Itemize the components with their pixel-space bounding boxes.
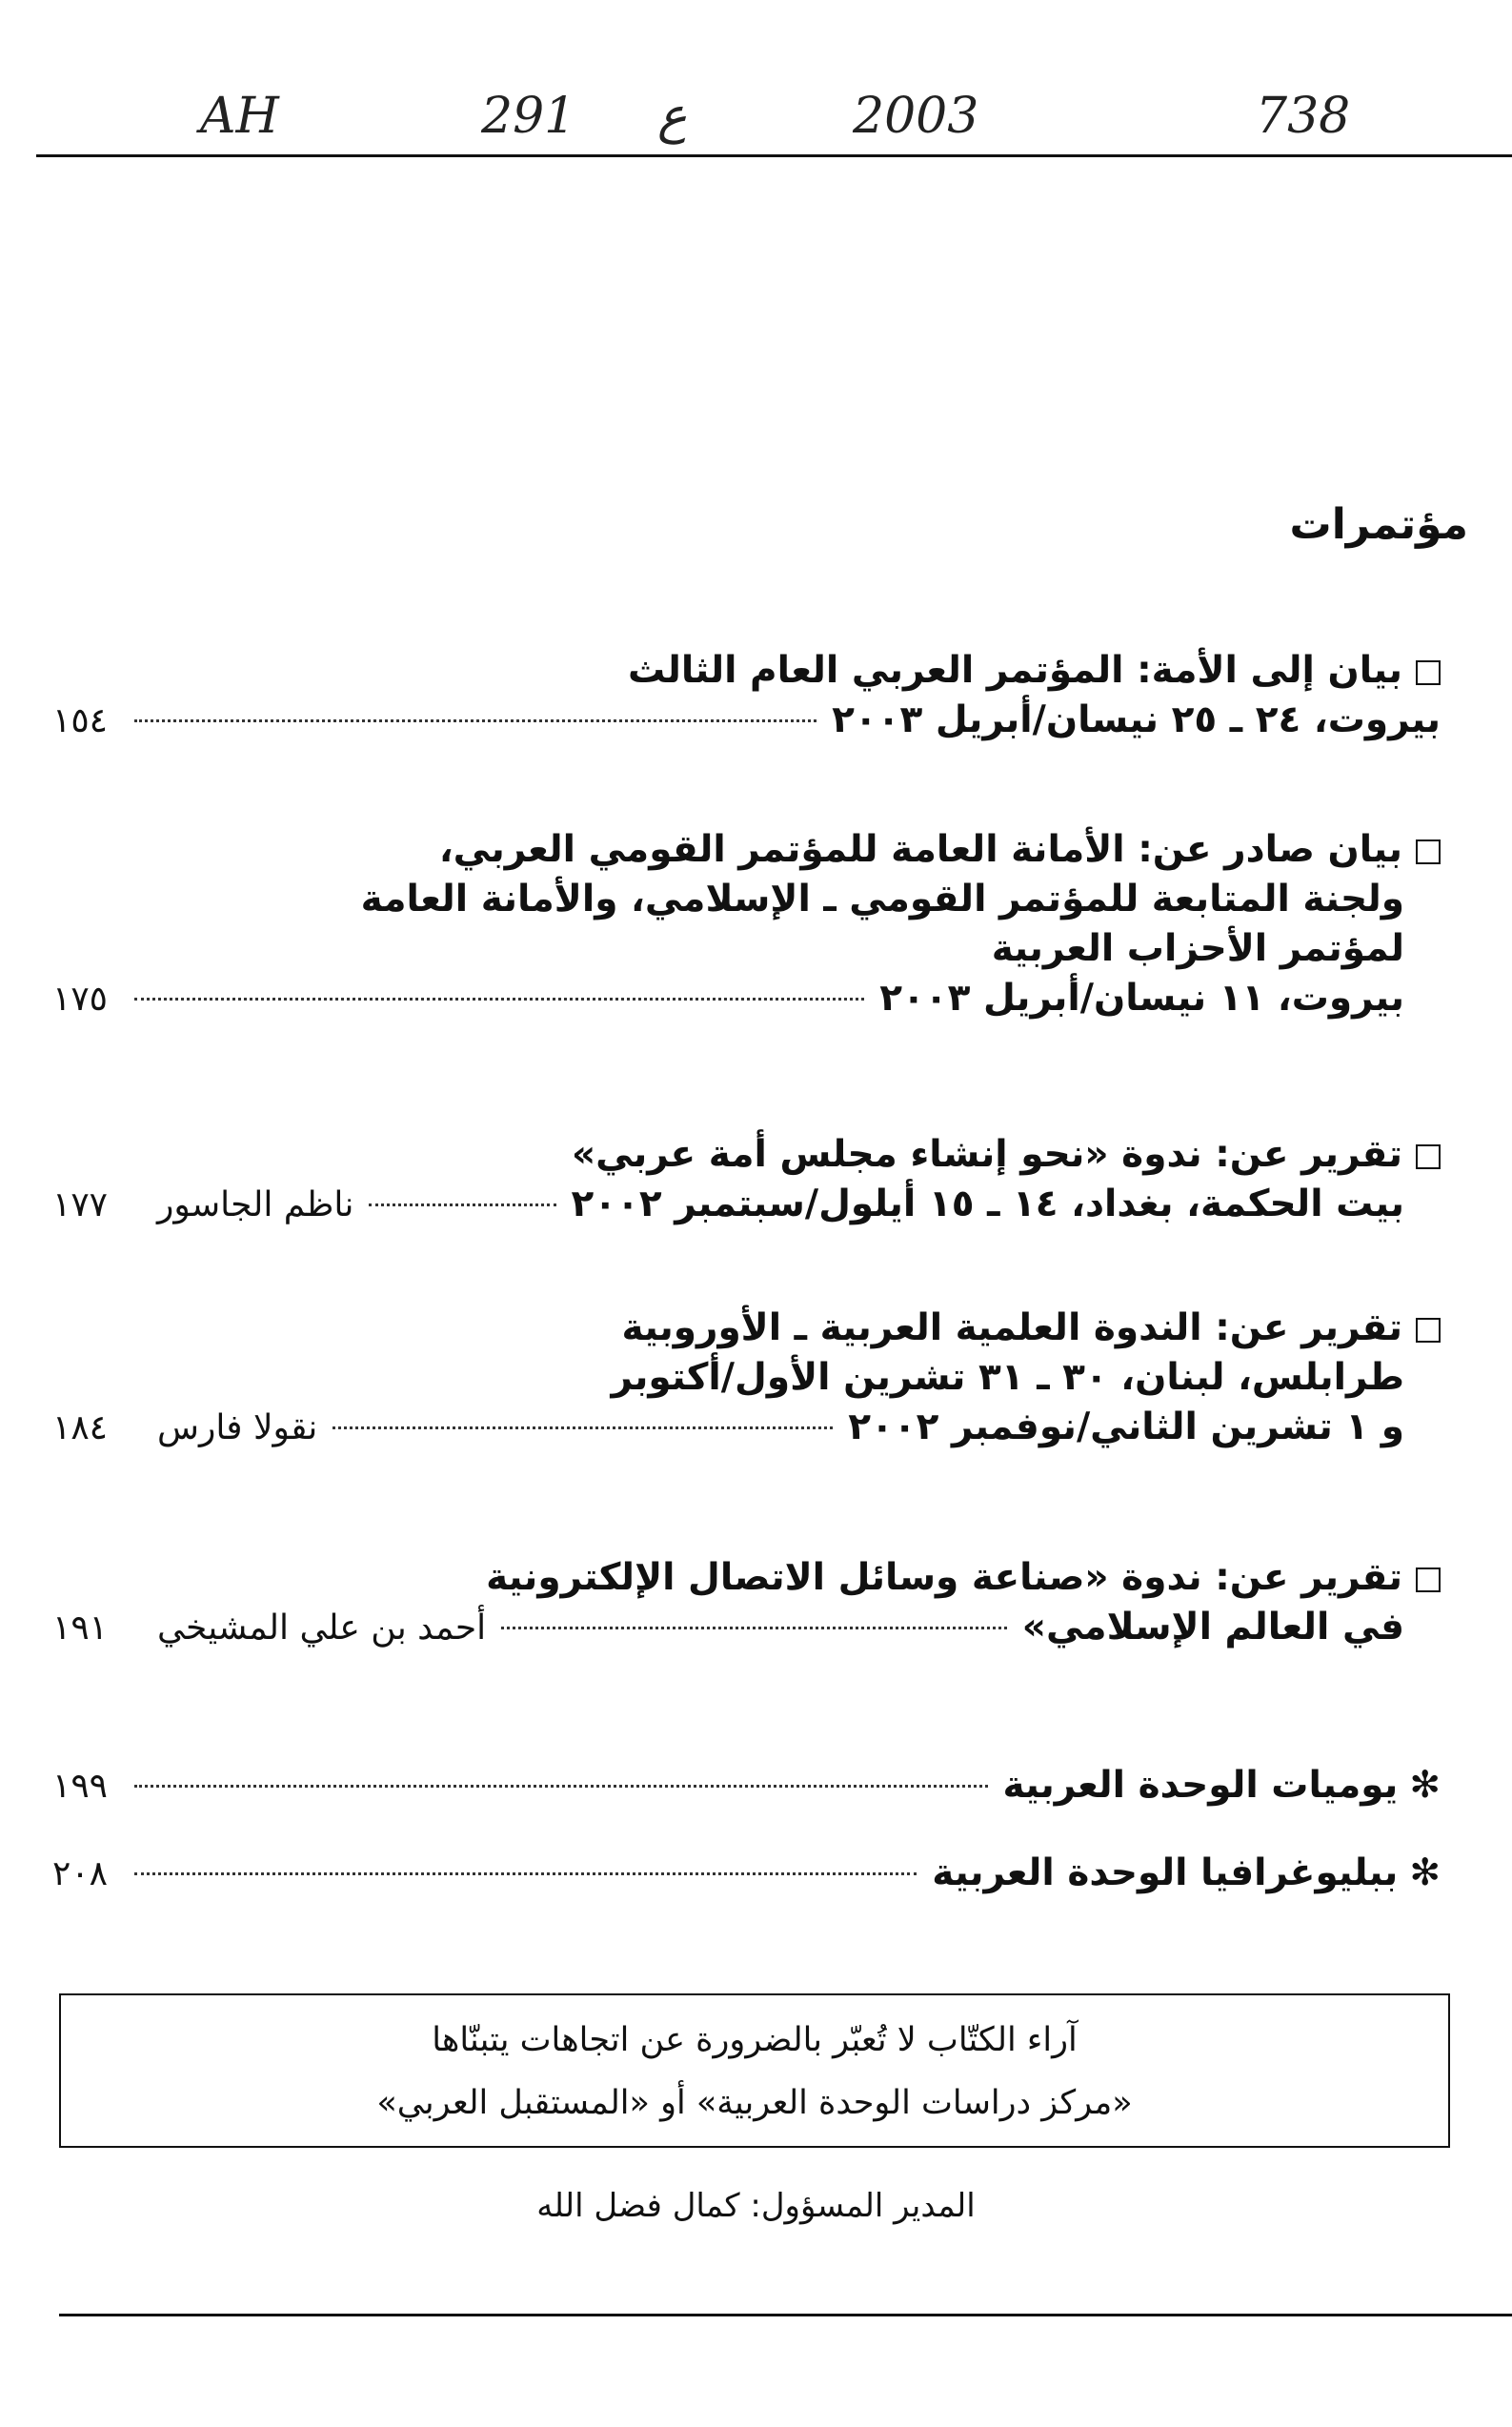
entry-detail: و ١ تشرين الثاني/نوفمبر ٢٠٠٢ bbox=[848, 1406, 1404, 1448]
entry-line: تقرير عن: ندوة «صناعة وسائل الاتصال الإلكترونية bbox=[52, 1553, 1441, 1603]
leader-dots bbox=[134, 1785, 988, 1788]
checkbox-icon bbox=[1416, 1144, 1441, 1169]
section-title: مؤتمرات bbox=[1289, 500, 1468, 549]
entry-line: ولجنة المتابعة للمؤتمر القومي ـ الإسلامي، والأمانة العامة bbox=[360, 878, 1404, 920]
disclaimer-box bbox=[59, 1993, 1450, 2148]
entry-line: تقرير عن: ندوة «نحو إنشاء مجلس أمة عربي» bbox=[52, 1130, 1441, 1180]
entry-line: بيان إلى الأمة: المؤتمر العربي العام الثالث bbox=[52, 646, 1441, 696]
page-number: ١٧٥ bbox=[52, 980, 109, 1019]
checkbox-icon bbox=[1416, 839, 1441, 864]
starred-entry bbox=[52, 1849, 1441, 1898]
entry-line: طرابلس، لبنان، ٣٠ ـ ٣١ تشرين الأول/أكتوبر bbox=[611, 1356, 1404, 1399]
entry-line: بيان صادر عن: الأمانة العامة للمؤتمر القومي العربي، bbox=[52, 825, 1441, 875]
leader-dots bbox=[134, 719, 816, 722]
toc-entry bbox=[52, 1304, 1441, 1452]
entry-last-line bbox=[52, 1403, 1404, 1452]
director-credit: المدير المسؤول: كمال فضل الله bbox=[536, 2187, 976, 2225]
page-number: ١٧٧ bbox=[52, 1185, 109, 1224]
entry-last-line bbox=[52, 974, 1404, 1023]
asterisk-icon: ✻ bbox=[1409, 1764, 1441, 1807]
handwritten-note-3: ع bbox=[657, 88, 688, 145]
author-name: نقولا فارس bbox=[157, 1408, 318, 1447]
entry-line: لمؤتمر الأحزاب العربية bbox=[991, 927, 1404, 970]
entry-detail: في العالم الإسلامي» bbox=[1021, 1606, 1404, 1648]
handwritten-note-5: 738 bbox=[1256, 88, 1351, 145]
disclaimer-line-2: «مركز دراسات الوحدة العربية» أو «المستقبل العربي» bbox=[376, 2084, 1133, 2122]
entry-detail: بيت الحكمة، بغداد، ١٤ ـ ١٥ أيلول/سبتمبر ٢٠٠٢ bbox=[571, 1183, 1404, 1225]
starred-entry bbox=[52, 1761, 1441, 1810]
entry-detail: بيروت، ١١ نيسان/أبريل ٢٠٠٣ bbox=[879, 977, 1404, 1020]
page-number: ١٨٤ bbox=[52, 1408, 109, 1447]
entry-title: ببليوغرافيا الوحدة العربية bbox=[932, 1851, 1399, 1894]
bottom-rule bbox=[59, 2314, 1512, 2316]
leader-dots bbox=[369, 1203, 555, 1206]
asterisk-icon: ✻ bbox=[1409, 1851, 1441, 1894]
author-name: ناظم الجاسور bbox=[157, 1185, 354, 1224]
toc-entry bbox=[52, 1130, 1441, 1229]
toc-entry bbox=[52, 825, 1441, 1023]
page-number: ١٩١ bbox=[52, 1608, 109, 1648]
page-number: ١٩٩ bbox=[52, 1767, 109, 1806]
checkbox-icon bbox=[1416, 1318, 1441, 1343]
entry-last-line bbox=[52, 1180, 1404, 1229]
author-name: أحمد بن علي المشيخي bbox=[157, 1608, 487, 1648]
entry-last-line bbox=[52, 1603, 1404, 1652]
leader-dots bbox=[501, 1627, 1007, 1629]
entry-last-line bbox=[52, 1761, 1441, 1810]
entry-line: تقرير عن: الندوة العلمية العربية ـ الأوروبية bbox=[52, 1304, 1441, 1353]
disclaimer-line-1: آراء الكتّاب لا تُعبّر بالضرورة عن اتجاهات يتبنّاها bbox=[432, 2021, 1078, 2059]
handwritten-note-2: 291 bbox=[481, 88, 576, 145]
leader-dots bbox=[333, 1426, 833, 1429]
entry-title: يوميات الوحدة العربية bbox=[1002, 1764, 1399, 1807]
toc-entry bbox=[52, 646, 1441, 745]
checkbox-icon bbox=[1416, 1567, 1441, 1592]
handwritten-note-4: 2003 bbox=[853, 88, 979, 145]
leader-dots bbox=[134, 1872, 917, 1875]
entry-detail: بيروت، ٢٤ ـ ٢٥ نيسان/أبريل ٢٠٠٣ bbox=[832, 698, 1441, 741]
page-number: ٢٠٨ bbox=[52, 1854, 109, 1893]
leader-dots bbox=[134, 998, 864, 1001]
entry-last-line bbox=[52, 1849, 1441, 1898]
handwritten-note-1: AH bbox=[200, 88, 279, 145]
toc-entry bbox=[52, 1553, 1441, 1652]
top-rule bbox=[36, 154, 1512, 157]
checkbox-icon bbox=[1416, 660, 1441, 685]
page-number: ١٥٤ bbox=[52, 701, 109, 740]
entry-last-line bbox=[52, 696, 1441, 745]
